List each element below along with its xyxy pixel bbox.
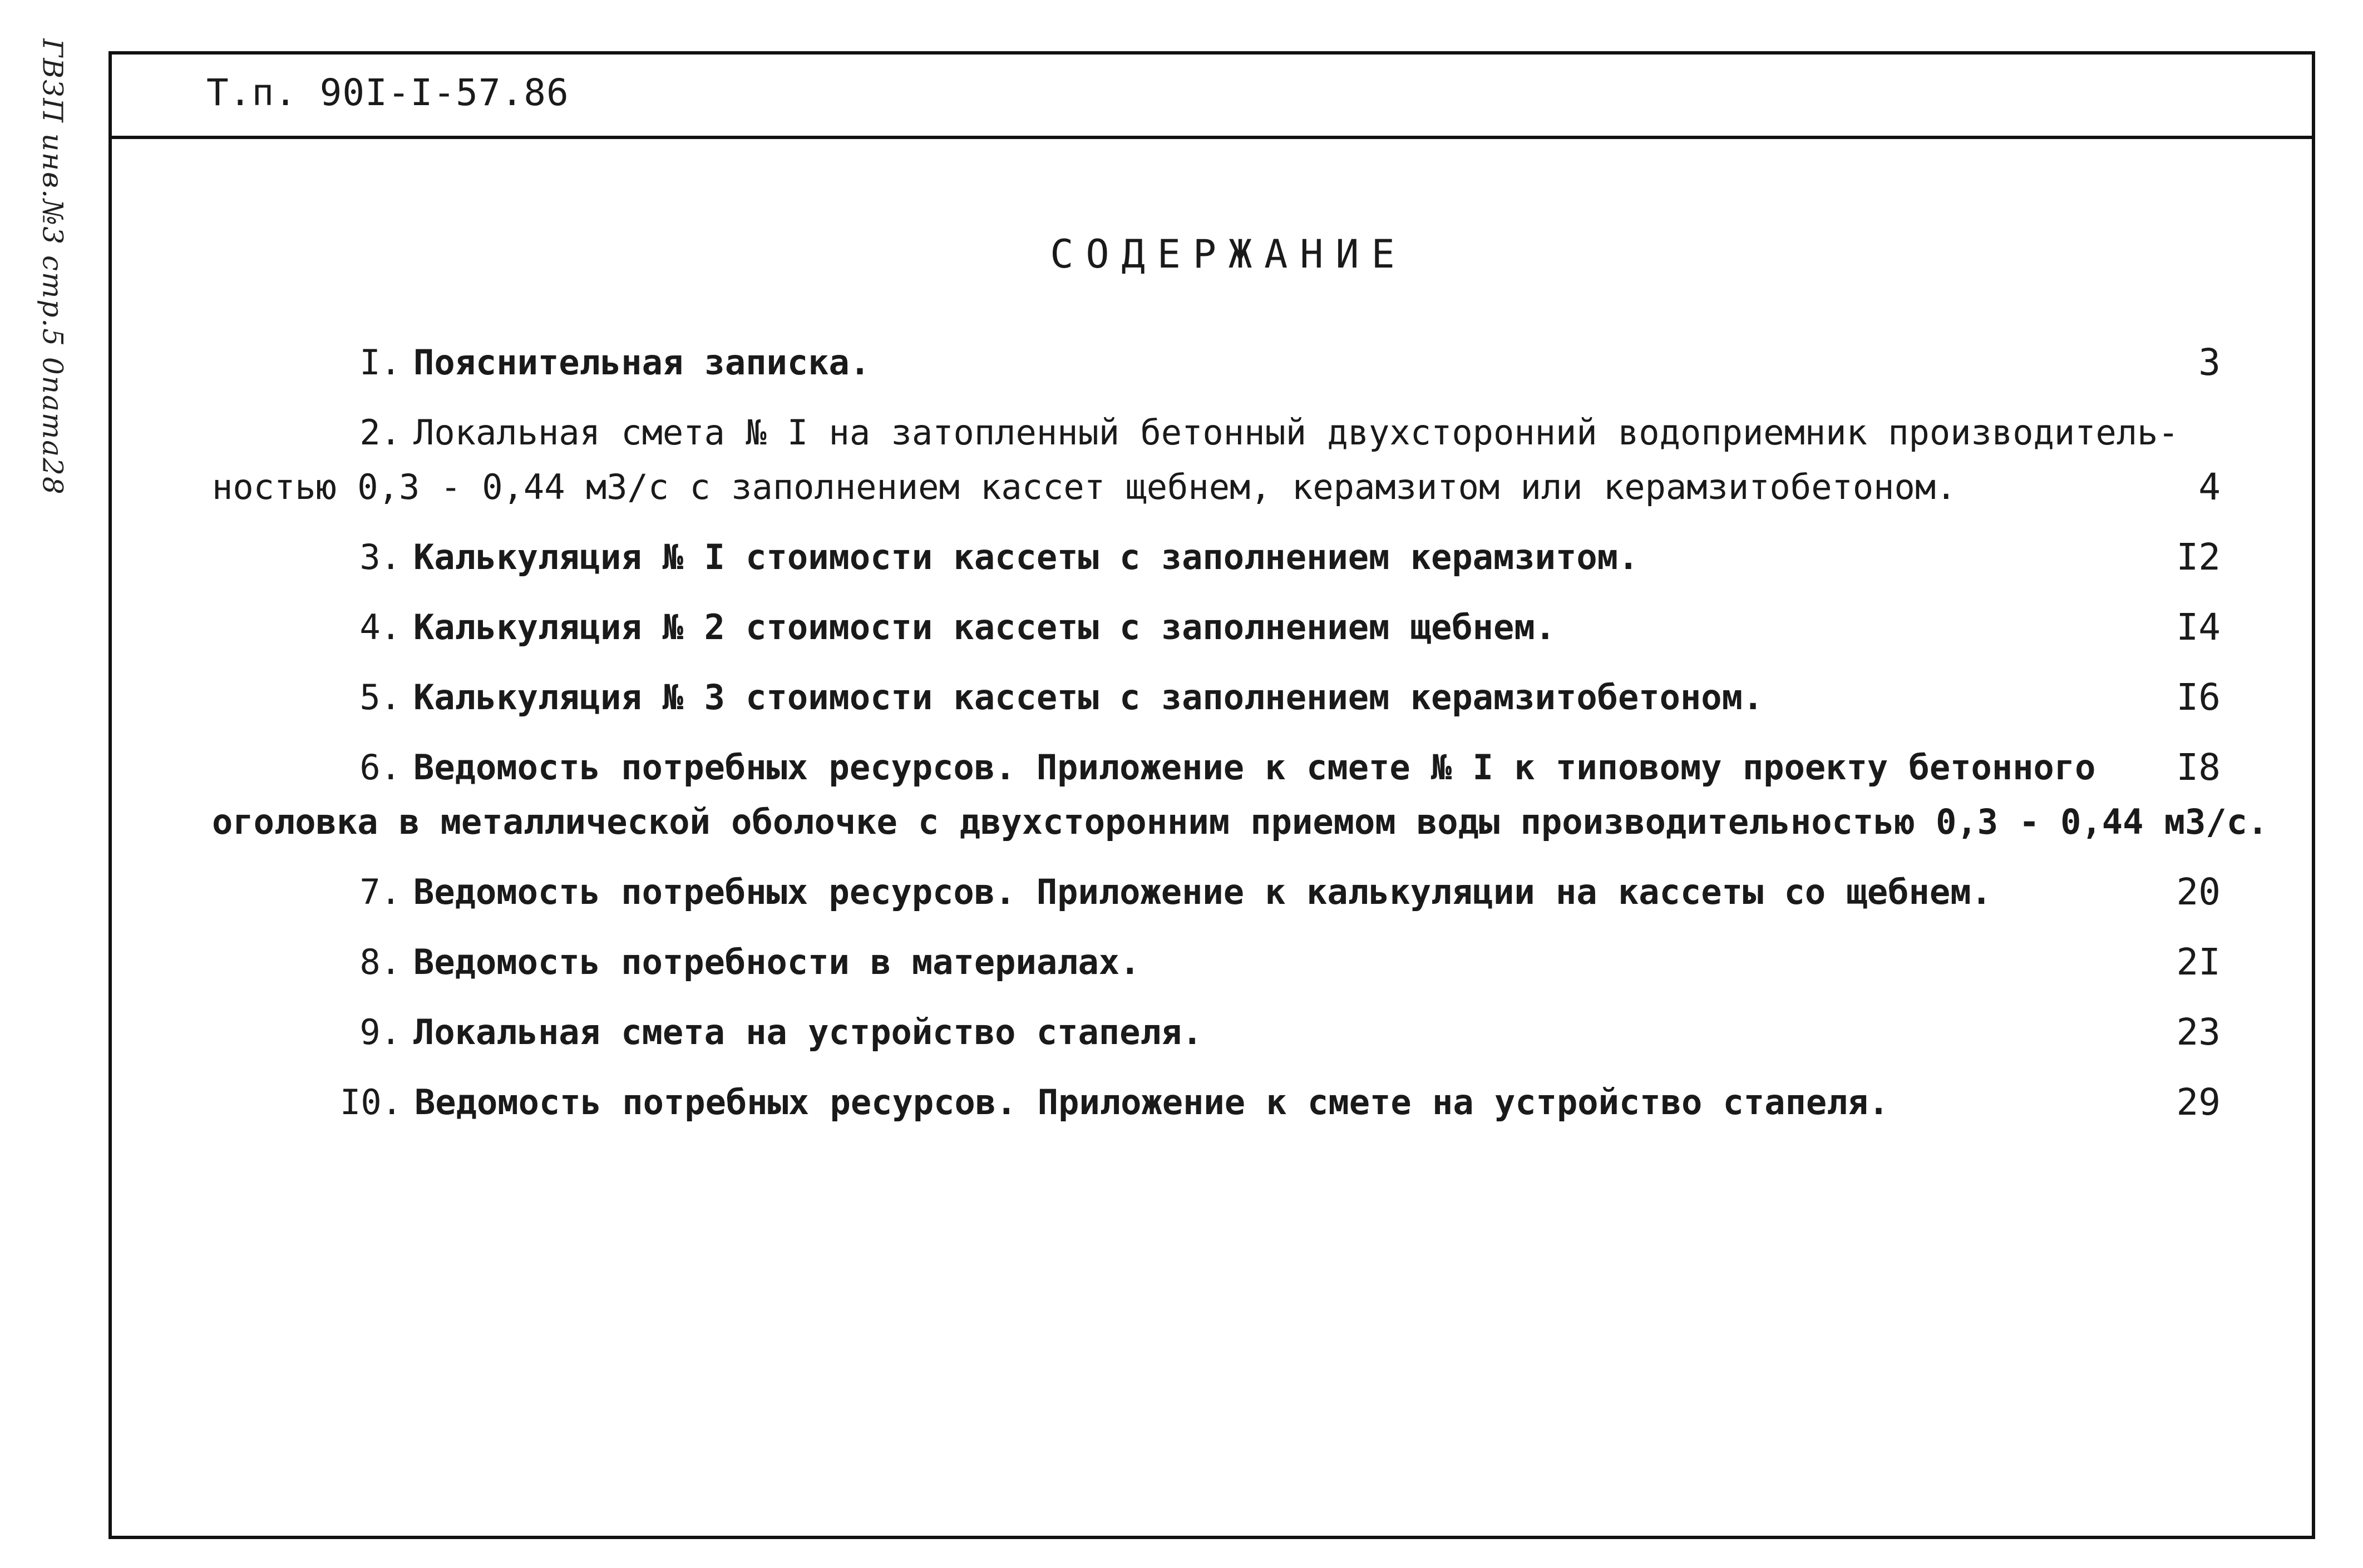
toc-entry-text: Ведомость потребных ресурсов. Приложение к смете № I к типовому проекту бетонного bbox=[413, 747, 2096, 788]
toc-entry bbox=[212, 530, 2226, 585]
toc-entry-line bbox=[212, 530, 2115, 585]
document-code: Т.п. 90I-I-57.86 bbox=[206, 71, 569, 114]
toc-entry-text: Ведомость потребности в материалах. bbox=[413, 942, 1141, 982]
toc-entry-page: 29 bbox=[2176, 1081, 2221, 1124]
toc-entry-line bbox=[212, 935, 2115, 990]
toc-entry-number: 7. bbox=[359, 872, 401, 912]
toc-entry-page: I2 bbox=[2176, 536, 2221, 578]
toc-entry-line bbox=[212, 865, 2115, 919]
archive-stamp-text: ГВЗП инв.№3 стр.5 0пата28 bbox=[37, 38, 69, 496]
toc-entry-text: Пояснительная записка. bbox=[413, 342, 871, 383]
toc-entry-text: Локальная смета на устройство стапеля. bbox=[413, 1012, 1203, 1052]
toc-entry-text: Ведомость потребных ресурсов. Приложение к смете на устройство стапеля. bbox=[414, 1082, 1890, 1122]
toc-entry-line bbox=[212, 600, 2115, 655]
toc-entry-page: I8 bbox=[2176, 746, 2221, 789]
toc-entry-page: I6 bbox=[2176, 676, 2221, 719]
toc-entry bbox=[212, 670, 2226, 725]
toc-entry-number: 3. bbox=[359, 537, 401, 577]
toc-entry-number: 6. bbox=[359, 747, 401, 788]
title-block bbox=[112, 55, 2312, 139]
toc-entry-page: 4 bbox=[2198, 466, 2221, 508]
toc-entry-continuation bbox=[212, 460, 2115, 515]
toc-entry-line bbox=[212, 1075, 2115, 1130]
archive-stamp bbox=[28, 38, 78, 496]
toc-entry-page: 3 bbox=[2198, 341, 2221, 384]
toc-entry bbox=[212, 740, 2268, 849]
toc-entry-number: 5. bbox=[359, 677, 401, 718]
toc-entry-number: I. bbox=[359, 342, 401, 383]
toc-entry-page: 23 bbox=[2176, 1011, 2221, 1053]
toc-entry-line bbox=[212, 405, 2179, 460]
toc-entry-line bbox=[212, 1005, 2115, 1060]
toc-entry-number: 4. bbox=[359, 607, 401, 647]
toc-entry bbox=[212, 335, 2226, 390]
toc-entry-line bbox=[212, 335, 2115, 390]
toc-entry bbox=[212, 935, 2226, 990]
toc-entry bbox=[212, 600, 2226, 655]
toc-entry-text: Калькуляция № 3 стоимости кассеты с заполнением керамзитобетоном. bbox=[413, 677, 1764, 718]
toc-entry-number: 9. bbox=[359, 1012, 401, 1052]
toc-entry-number: 8. bbox=[359, 942, 401, 982]
toc-entry-line bbox=[212, 740, 2115, 795]
toc-entry bbox=[212, 405, 2226, 515]
toc-entry-text-continued: оголовка в металлической оболочке с двухсторонним приемом воды производительностью 0,3 - 0,44 м3/с. bbox=[212, 802, 2268, 842]
toc-entry-line bbox=[212, 670, 2115, 725]
toc-entry bbox=[212, 1075, 2226, 1130]
toc-entry bbox=[212, 1005, 2226, 1060]
toc-entry-page: 20 bbox=[2176, 870, 2221, 913]
toc-entry-text: Ведомость потребных ресурсов. Приложение к калькуляции на кассеты со щебнем. bbox=[413, 872, 1992, 912]
toc-entry-page: I4 bbox=[2176, 606, 2221, 649]
toc-entry-number: 2. bbox=[359, 412, 401, 453]
drawing-frame bbox=[108, 51, 2315, 1539]
toc-entry bbox=[212, 865, 2226, 919]
toc-entry-number: I0. bbox=[340, 1082, 402, 1122]
toc-entry-continuation bbox=[212, 795, 2268, 849]
page-title: СОДЕРЖАНИЕ bbox=[1050, 231, 1407, 277]
toc-entry-text: Локальная смета № I на затопленный бетонный двухсторонний водоприемник производитель- bbox=[413, 412, 2179, 453]
toc-entry-text: Калькуляция № 2 стоимости кассеты с заполнением щебнем. bbox=[413, 607, 1556, 647]
toc-entry-text-continued: ностью 0,3 - 0,44 м3/с с заполнением кассет щебнем, керамзитом или керамзитобетоном. bbox=[212, 467, 1957, 507]
toc-entry-page: 2I bbox=[2176, 941, 2221, 983]
toc-entry-text: Калькуляция № I стоимости кассеты с заполнением керамзитом. bbox=[413, 537, 1639, 577]
table-of-contents bbox=[212, 335, 2268, 1145]
